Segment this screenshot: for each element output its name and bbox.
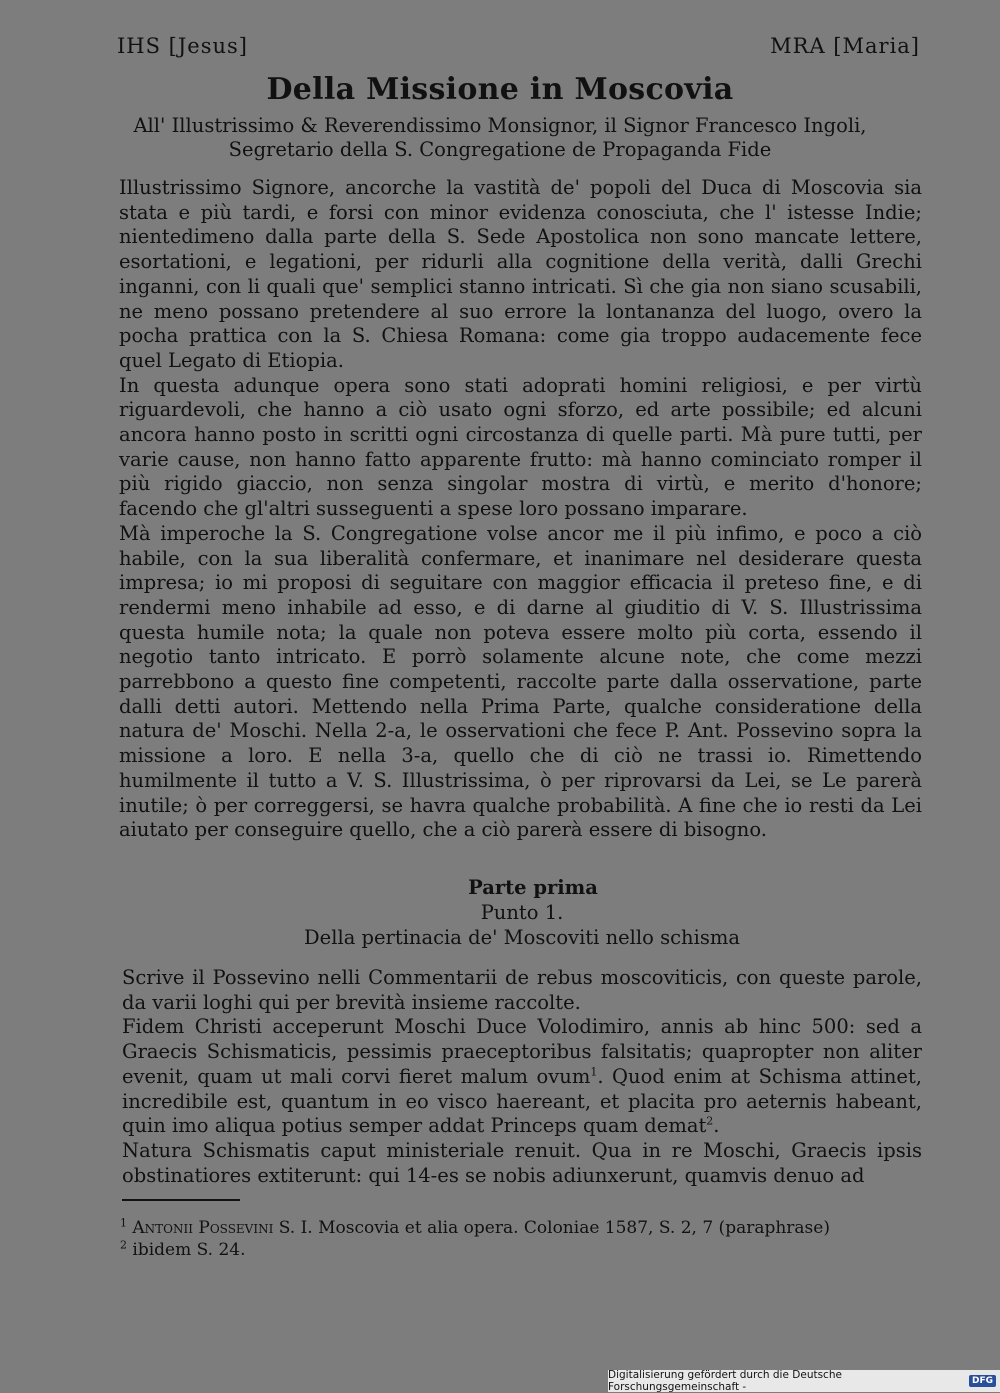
footnote-2: [120, 1240, 246, 1260]
footnote-text: ibidem S. 24.: [132, 1240, 246, 1260]
section-subheading: Della pertinacia de' Moscoviti nello schisma: [304, 926, 740, 949]
document-title: Della Missione in Moscovia: [266, 72, 734, 107]
section-punto: Punto 1.: [480, 901, 564, 924]
footnote-mark: 2: [706, 1114, 714, 1128]
footnote-divider: [122, 1199, 240, 1201]
header-left: IHS [Jesus]: [117, 34, 248, 58]
paragraph: Fidem Christi acceperunt Moschi Duce Volodimiro, annis ab hinc 500: sed a Graecis Schismaticis, pessimis praeceptoribus falsitatis; quapropter non aliter evenit, quam ut mali corvi fieret malum ovum$^1$. Quod enim at Schisma attinet, incredibile est, quantum in eo visco haereant, et placita pro aeternis habeant, quin imo aliqua potius semper addat Princeps quam demat$^2$.: [122, 1015, 923, 1138]
dedication-line-2: Segretario della S. Congregatione de Propaganda Fide: [228, 138, 772, 161]
dfg-logo: DFG: [969, 1375, 996, 1387]
footnote-mark: 1: [590, 1065, 598, 1079]
paragraph-text: Fidem Christi acceperunt Moschi Duce Volodimiro, annis ab hinc 500: sed a Graecis Schismaticis, pessimis praeceptoribus falsitatis; quapropter non aliter evenit, quam ut mali corvi fieret malum ovum: [122, 1015, 922, 1088]
digitization-credit-bar: [608, 1370, 1000, 1392]
section-body: [122, 966, 922, 1188]
section-heading: Parte prima: [468, 876, 598, 899]
intro-body: [119, 176, 922, 843]
header-right: MRA [Maria]: [770, 34, 920, 58]
paragraph: In questa adunque opera sono stati adoprati homini religiosi, e per virtù riguardevoli, che hanno a ciò usato ogni sforzo, ed arte possibile; ed alcuni ancora hanno posto in scritti ogni circostanza di quelle parti. Mà pure tutti, per varie cause, non hanno fatto apparente frutto: mà hanno cominciato romper il più rigido giaccio, non senza singolar mostra di virtù, e merito d'honore; facendo che gl'altri susseguenti a spese loro possano imparare.: [119, 373, 922, 521]
footnote-1: [120, 1218, 830, 1238]
paragraph: Mà imperoche la S. Congregatione volse ancor me il più infimo, e poco a ciò habile, con la sua liberalità confermare, et inanimare nel desiderare questa impresa; io mi proposi di seguitare con maggior efficacia il preteso fine, e di rendermi meno inhabile ad esso, e di darne al giuditio di V. S. Illustrissima questa humile nota; la quale non poteva essere molto più corta, essendo il negotio tanto intricato. E porrò solamente alcune note, che come mezzi parrebbono a questo fine competenti, raccolte parte dalla osservatione, parte dalli detti autori. Mettendo nella Prima Parte, qualche consideratione della natura de' Moschi. Nella 2-a, le osservationi che fece P. Ant. Possevino sopra la missione a loro. E nella 3-a, quello che di ciò ne trassi io. Rimettendo humilmente il tutto a V. S. Illustrissima, ò per riprovarsi da Lei, se Le parerà inutile; ò per correggersi, se havra qualche probabilità. A fine che io resti da Lei aiutato per conseguire quello, che a ciò parerà essere di bisogno.: [119, 521, 922, 842]
credit-text: Digitalisierung gefördert durch die Deutsche Forschungsgemeinschaft -: [608, 1369, 842, 1393]
footnote-number: 1: [120, 1216, 127, 1230]
footnote-number: 2: [120, 1238, 127, 1252]
paragraph: Illustrissimo Signore, ancorche la vastità de' popoli del Duca di Moscovia sia stata e più tardi, e forsi con minor evidenza conosciuta, che l' istesse Indie; nientedimeno dalla parte della S. Sede Apostolica non sono mancate lettere, esortationi, e legationi, per ridurli alla cognitione della verità, dalli Grechi inganni, con li quali que' semplici stanno intricati. Sì che gia non siano scusabili, ne meno possano pretendere al suo errore la lontananza del luogo, overo la pocha prattica con la S. Chiesa Romana: come gia troppo audacemente fece quel Legato di Etiopia.: [119, 176, 922, 372]
footnote-text: S. I. Moscovia et alia opera. Coloniae 1587, S. 2, 7 (paraphrase): [273, 1218, 830, 1238]
dedication-line-1: All' Illustrissimo & Reverendissimo Monsignor, il Signor Francesco Ingoli,: [133, 114, 867, 137]
paragraph: Natura Schismatis caput ministeriale renuit. Qua in re Moschi, Graecis ipsis obstinatiores extiterunt: qui 14-es se nobis adiunxerunt, quamvis denuo ad: [122, 1138, 922, 1187]
paragraph: Scrive il Possevino nelli Commentarii de rebus moscoviticis, con queste parole, da varii loghi qui per brevità insieme raccolte.: [122, 966, 922, 1014]
footnote-author: Antonii Possevini: [132, 1218, 274, 1238]
paragraph-text: Quod enim at Schisma attinet, incredibile est, quantum in eo visco haereant, et placita pro aeternis habeant, quin imo aliqua potius semper addat Princeps quam demat: [122, 1064, 923, 1138]
